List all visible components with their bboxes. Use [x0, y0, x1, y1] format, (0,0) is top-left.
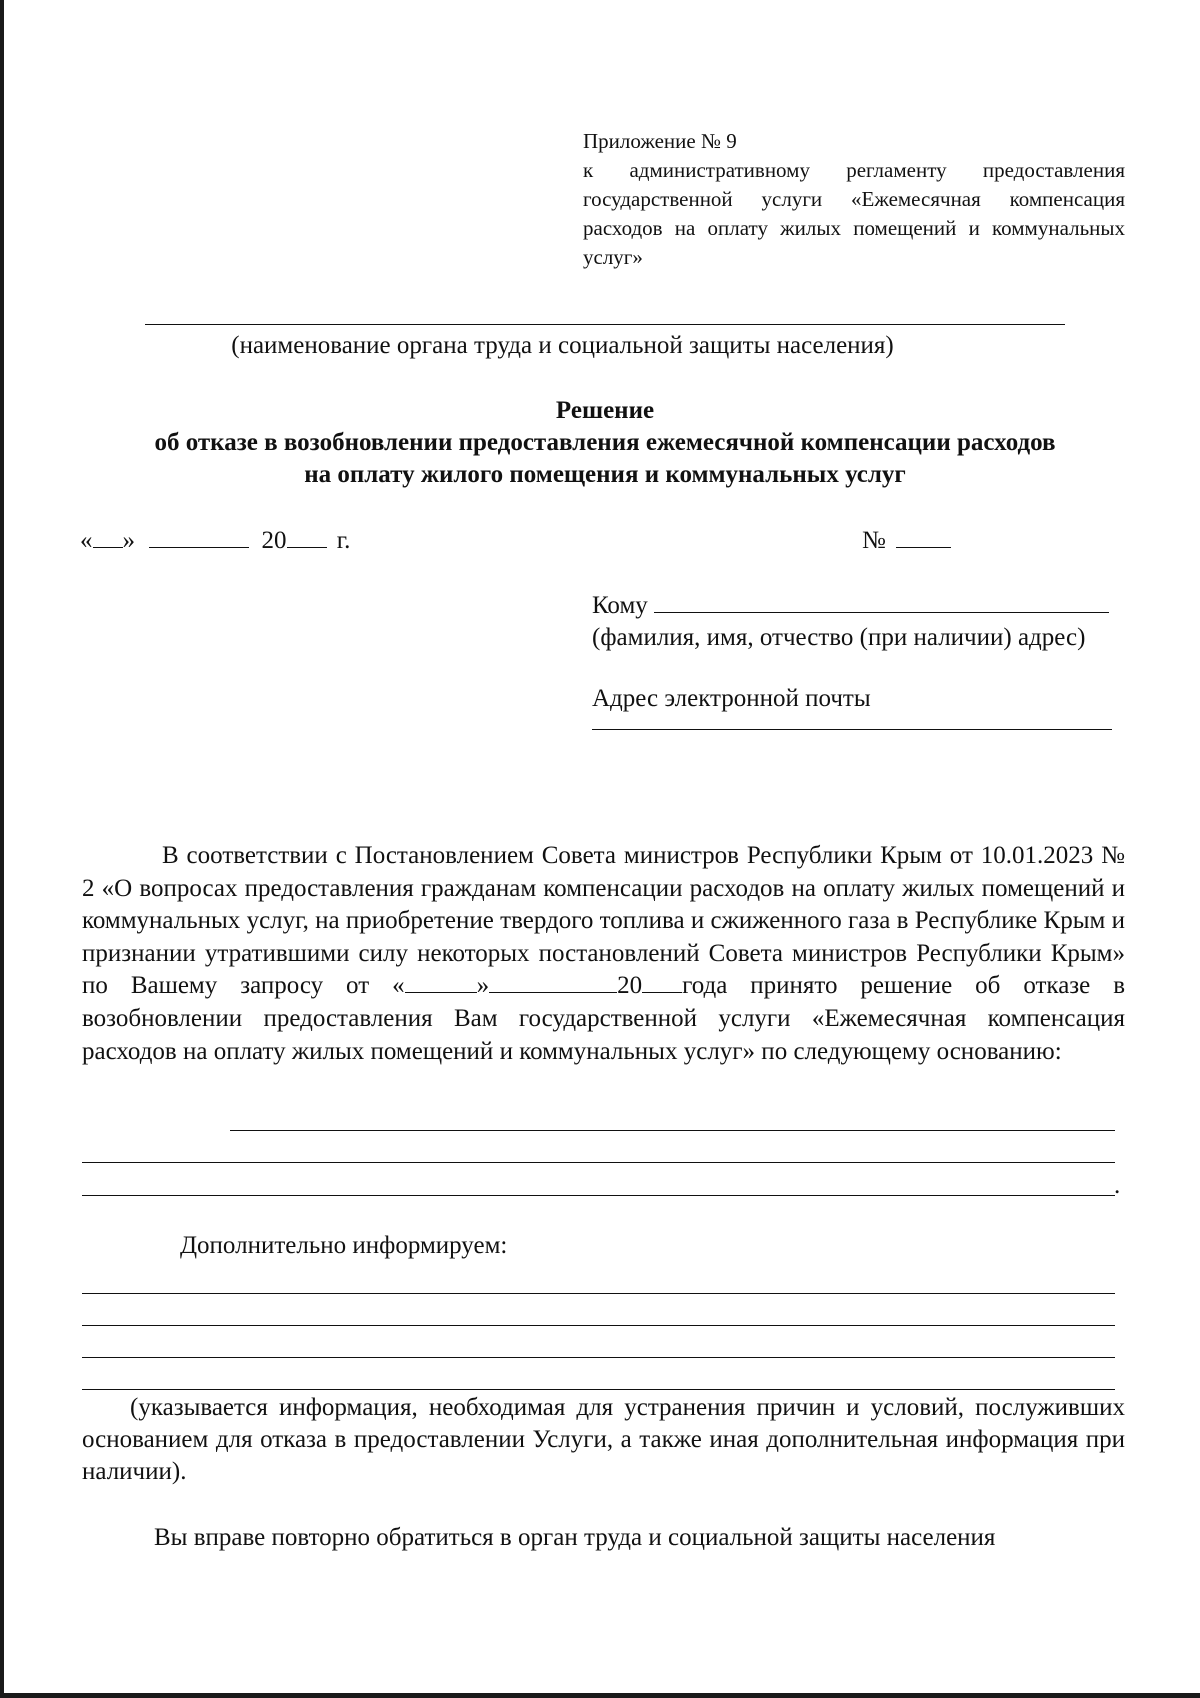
org-name-line: [145, 324, 1065, 325]
request-day-blank: [405, 970, 477, 993]
final-paragraph: [82, 1522, 1125, 1554]
additional-line-2: [82, 1325, 1115, 1326]
date-open-quote: «: [80, 527, 93, 554]
main-paragraph-rest: года принято решение об отказе в возобновлении предоставления Вам государственной услуги «Ежемесячная компенсация расходов на оплату жилых помещений и коммунальных услуг» по следующему основанию:: [82, 972, 1126, 1065]
additional-info-caption: [82, 1392, 1125, 1488]
email-blank-line: [592, 729, 1112, 730]
additional-line-3: [82, 1357, 1115, 1358]
date-year-prefix: 20: [261, 527, 287, 554]
appendix-body: к административному регламенту предоставления государственной услуги «Ежемесячная компенсация расходов на оплату жилых помещений и коммунальных услуг»: [583, 158, 1125, 269]
date-close-quote: »: [122, 527, 135, 554]
additional-info-caption-text: (указывается информация, необходимая для устранения причин и условий, послуживших основанием для отказа в предоставлении Услуги, а также иная дополнительная информация при наличии).: [82, 1394, 1125, 1485]
scan-left-border: [0, 0, 4, 1698]
request-year-prefix: 20: [617, 972, 643, 1000]
date-year-blank: [287, 523, 327, 548]
date-year-suffix: г.: [336, 527, 351, 554]
decision-title: [80, 395, 1130, 491]
date-row: [80, 523, 350, 557]
number-row: [862, 523, 951, 557]
addressee-to-blank: [654, 588, 1109, 613]
number-sign: №: [862, 527, 886, 554]
addressee-block: [592, 588, 1114, 730]
appendix-title: Приложение № 9: [583, 129, 737, 153]
reason-line-3: [82, 1195, 1115, 1196]
reason-line-2: [82, 1162, 1115, 1163]
additional-line-4: [82, 1389, 1115, 1390]
additional-line-1: [82, 1293, 1115, 1294]
decision-title-line-1: Решение: [555, 397, 655, 424]
number-blank: [896, 523, 951, 548]
reason-period: .: [1114, 1172, 1121, 1199]
email-label: Адрес электронной почты: [592, 685, 871, 712]
addressee-to-caption: (фамилия, имя, отчество (при наличии) адрес): [592, 624, 1086, 651]
main-paragraph-start: В соответствии с Постановлением Совета министров Республики Крым от 10.01.2023 № 2 «О вопросах предоставления гражданам компенсации расходов на оплату жилых помещений и коммунальных услуг, на приобретение твердого топлива и сжиженного газа в Республике Крым и признании утратившими силу некоторых постановлений Совета министров Республики Крым» по Вашему запросу от «: [82, 842, 1125, 1000]
scan-bottom-border: [0, 1693, 1200, 1698]
request-close-quote: »: [476, 972, 490, 1000]
date-day-blank: [93, 523, 123, 548]
final-paragraph-text: Вы вправе повторно обратиться в орган труда и социальной защиты населения: [154, 1524, 996, 1551]
reason-line-1: [230, 1130, 1115, 1131]
additional-info-label: Дополнительно информируем:: [180, 1232, 508, 1259]
date-month-blank: [149, 523, 249, 548]
main-paragraph: [82, 840, 1125, 1068]
addressee-to-label: Кому: [592, 592, 648, 619]
decision-title-line-3: на оплату жилого помещения и коммунальных услуг: [304, 461, 906, 488]
request-month-blank: [489, 970, 617, 993]
org-name-caption: (наименование органа труда и социальной защиты населения): [231, 332, 894, 359]
appendix-block: [583, 127, 1125, 272]
request-year-blank: [642, 970, 682, 993]
decision-title-line-2: об отказе в возобновлении предоставления ежемесячной компенсации расходов: [154, 429, 1056, 456]
addressee-to-row: [592, 588, 1114, 622]
